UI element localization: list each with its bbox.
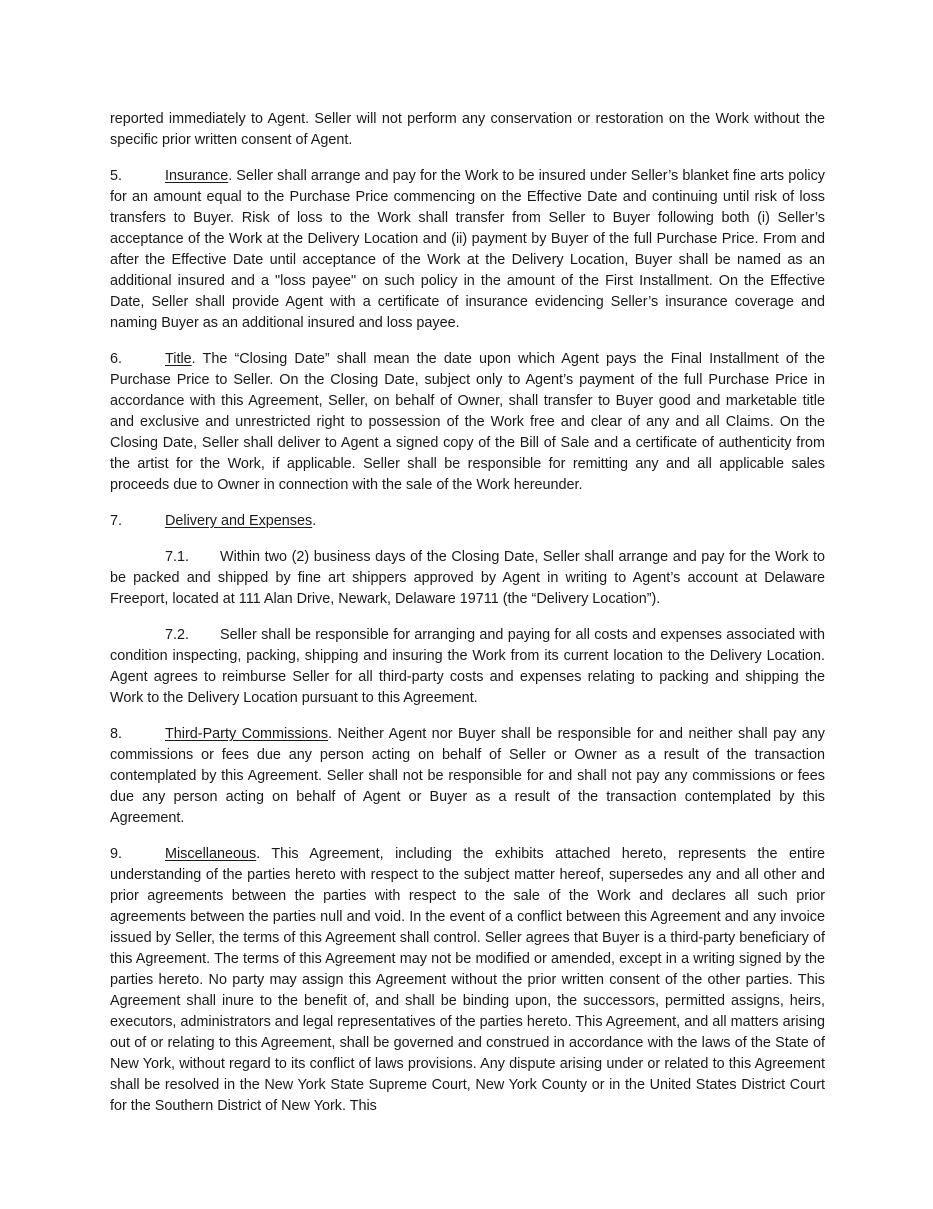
section-heading-delivery: Delivery and Expenses bbox=[165, 513, 313, 529]
section-insurance bbox=[110, 166, 825, 334]
section-number: 9. bbox=[110, 846, 123, 862]
intro-text: reported immediately to Agent. Seller will not perform any conservation or restoration on the Work without the specific prior written consent of Agent. bbox=[110, 111, 825, 148]
section-heading-title: Title bbox=[165, 351, 192, 367]
subsection-7-1 bbox=[110, 547, 825, 610]
subsection-7-2 bbox=[110, 625, 825, 709]
section-heading-insurance: Insurance bbox=[165, 168, 229, 184]
section-body: . Neither Agent nor Buyer shall be responsible for and neither shall pay any commissions or fees due any person acting on behalf of Seller or Owner as a result of the transaction contemplated by this Agreement. Seller shall not be responsible for and shall not pay any commissions or fees due any person acting on behalf of Agent or Buyer as a result of the transaction contemplated by this Agreement. bbox=[110, 726, 825, 826]
document-body bbox=[110, 109, 825, 1132]
section-body: . bbox=[312, 513, 317, 529]
subsection-number: 7.1. bbox=[165, 549, 190, 565]
section-number: 6. bbox=[110, 351, 123, 367]
section-title bbox=[110, 349, 825, 496]
subsection-body: Within two (2) business days of the Closing Date, Seller shall arrange and pay for the Work to be packed and shipped by fine art shippers approved by Agent in writing to Agent’s account at Delaware Freeport, located at 111 Alan Drive, Newark, Delaware 19711 (the “Delivery Location”). bbox=[110, 549, 825, 607]
section-body: . The “Closing Date” shall mean the date upon which Agent pays the Final Installment of the Purchase Price to Seller. On the Closing Date, subject only to Agent’s payment of the full Purchase Price in accordance with this Agreement, Seller, on behalf of Owner, shall transfer to Buyer good and marketable title and exclusive and unrestricted right to possession of the Work free and clear of any and all Claims. On the Closing Date, Seller shall deliver to Agent a signed copy of the Bill of Sale and a certificate of authenticity from the artist for the Work, if applicable. Seller shall be responsible for remitting any and all applicable sales proceeds due to Owner in connection with the sale of the Work hereunder. bbox=[110, 351, 825, 493]
section-heading-commissions: Third-Party Commissions bbox=[165, 726, 329, 742]
section-body: . This Agreement, including the exhibits attached hereto, represents the entire understanding of the parties hereto with respect to the subject matter hereof, supersedes any and all other and prior agreements between the parties with respect to the sale of the Work and declares all such prior agreements between the parties null and void. In the event of a conflict between this Agreement and any invoice issued by Seller, the terms of this Agreement shall control. Seller agrees that Buyer is a third-party beneficiary of this Agreement. The terms of this Agreement may not be modified or amended, except in a writing signed by the parties hereto. No party may assign this Agreement without the prior written consent of the other parties. This Agreement shall inure to the benefit of, and shall be binding upon, the successors, permitted assigns, heirs, executors, administrators and legal representatives of the parties hereto. This Agreement, and all matters arising out of or relating to this Agreement, shall be governed and construed in accordance with the laws of the State of New York, without regard to its conflict of laws provisions. Any dispute arising under or related to this Agreement shall be resolved in the New York State Supreme Court, New York County or in the United States District Court for the Southern District of New York. This bbox=[110, 846, 825, 1114]
section-number: 7. bbox=[110, 513, 123, 529]
subsection-number: 7.2. bbox=[165, 627, 190, 643]
intro-paragraph bbox=[110, 109, 825, 151]
section-heading-miscellaneous: Miscellaneous bbox=[165, 846, 257, 862]
subsection-body: Seller shall be responsible for arranging and paying for all costs and expenses associated with condition inspecting, packing, shipping and insuring the Work from its current location to the Delivery Location. Agent agrees to reimburse Seller for all third-party costs and expenses relating to packing and shipping the Work to the Delivery Location pursuant to this Agreement. bbox=[110, 627, 825, 706]
section-miscellaneous bbox=[110, 844, 825, 1117]
section-commissions bbox=[110, 724, 825, 829]
section-number: 5. bbox=[110, 168, 123, 184]
section-number: 8. bbox=[110, 726, 123, 742]
section-delivery bbox=[110, 511, 825, 532]
section-body: . Seller shall arrange and pay for the Work to be insured under Seller’s blanket fine arts policy for an amount equal to the Purchase Price commencing on the Effective Date and continuing until risk of loss transfers to Buyer. Risk of loss to the Work shall transfer from Seller to Buyer following both (i) Seller’s acceptance of the Work at the Delivery Location and (ii) payment by Buyer of the full Purchase Price. From and after the Effective Date until acceptance of the Work at the Delivery Location, Buyer shall be named as an additional insured and a "loss payee" on such policy in the amount of the First Installment. On the Effective Date, Seller shall provide Agent with a certificate of insurance evidencing Seller’s insurance coverage and naming Buyer as an additional insured and loss payee. bbox=[110, 168, 825, 331]
